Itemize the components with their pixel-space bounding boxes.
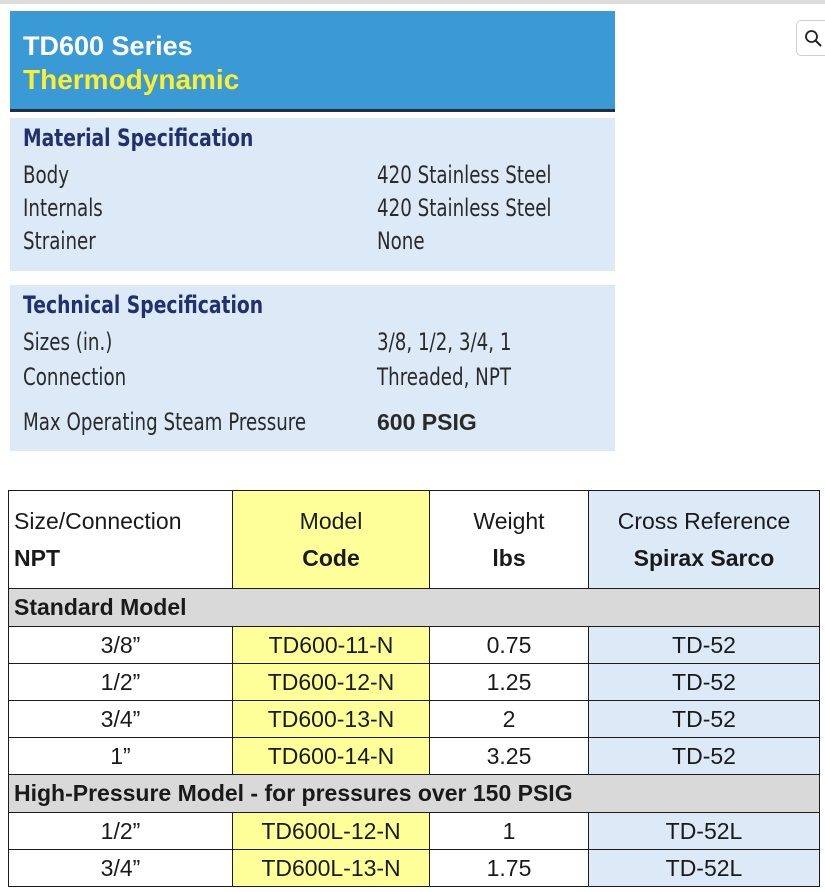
top-divider bbox=[0, 0, 825, 4]
spec-value: 600 PSIG bbox=[377, 409, 477, 435]
table-row bbox=[9, 813, 820, 850]
material-spec-heading: Material Specification bbox=[23, 124, 254, 152]
column-header-line1: Cross Reference bbox=[617, 507, 791, 534]
cell-size: 3/4” bbox=[9, 701, 233, 738]
cell-size: 1/2” bbox=[9, 664, 233, 701]
cell-weight: 0.75 bbox=[430, 627, 589, 664]
cell-model: TD600-13-N bbox=[233, 701, 430, 738]
spec-value: 420 Stainless Steel bbox=[377, 194, 552, 222]
table-header-row bbox=[9, 491, 820, 589]
spec-label: Strainer bbox=[23, 227, 96, 255]
cell-size: 3/4” bbox=[9, 850, 233, 887]
model-table bbox=[8, 490, 820, 887]
cell-model: TD600-11-N bbox=[233, 627, 430, 664]
table-row bbox=[9, 738, 820, 775]
cell-xref: TD-52 bbox=[589, 627, 820, 664]
cell-xref: TD-52 bbox=[589, 701, 820, 738]
cell-xref: TD-52 bbox=[589, 738, 820, 775]
spec-label: Max Operating Steam Pressure bbox=[23, 408, 307, 436]
table-row bbox=[9, 850, 820, 887]
cell-xref: TD-52L bbox=[589, 850, 820, 887]
spec-row-sizes bbox=[10, 326, 615, 359]
cell-size: 1” bbox=[9, 738, 233, 775]
cell-model: TD600L-13-N bbox=[233, 850, 430, 887]
group-title: High-Pressure Model - for pressures over 150 PSIG bbox=[9, 775, 820, 813]
series-title: TD600 Series bbox=[23, 31, 193, 61]
spec-row-strainer bbox=[10, 225, 615, 258]
magnifier-icon bbox=[804, 29, 822, 47]
technical-spec-panel bbox=[10, 285, 615, 451]
cell-weight: 3.25 bbox=[430, 738, 589, 775]
cell-model: TD600-12-N bbox=[233, 664, 430, 701]
series-header bbox=[10, 11, 615, 112]
column-header-line2: Code bbox=[302, 544, 360, 571]
column-header-line2: lbs bbox=[492, 544, 526, 571]
cell-xref: TD-52 bbox=[589, 664, 820, 701]
spec-value: Threaded, NPT bbox=[377, 363, 511, 391]
table-row bbox=[9, 627, 820, 664]
technical-spec-heading: Technical Specification bbox=[23, 291, 264, 319]
spec-row-internals bbox=[10, 192, 615, 225]
column-header-line2: Spirax Sarco bbox=[633, 544, 775, 571]
spec-label: Internals bbox=[23, 194, 103, 222]
cell-weight: 1.75 bbox=[430, 850, 589, 887]
spec-row-pressure bbox=[10, 406, 615, 439]
cell-size: 3/8” bbox=[9, 627, 233, 664]
spec-value: 420 Stainless Steel bbox=[377, 161, 552, 189]
column-header-weight bbox=[430, 491, 589, 589]
column-header-line1: Size/Connection bbox=[14, 507, 182, 534]
series-subtitle: Thermodynamic bbox=[23, 64, 240, 95]
spec-row-body bbox=[10, 159, 615, 192]
cell-model: TD600-14-N bbox=[233, 738, 430, 775]
spec-value: None bbox=[377, 227, 425, 255]
table-row bbox=[9, 701, 820, 738]
spec-label: Sizes (in.) bbox=[23, 328, 113, 356]
group-title: Standard Model bbox=[9, 589, 820, 627]
cell-weight: 1 bbox=[430, 813, 589, 850]
spec-label: Connection bbox=[23, 363, 127, 391]
cell-weight: 1.25 bbox=[430, 664, 589, 701]
cell-xref: TD-52L bbox=[589, 813, 820, 850]
cell-weight: 2 bbox=[430, 701, 589, 738]
group-row-high-pressure bbox=[9, 775, 820, 813]
table-row bbox=[9, 664, 820, 701]
column-header-size bbox=[9, 491, 233, 589]
spec-label: Body bbox=[23, 161, 70, 189]
column-header-line1: Weight bbox=[473, 507, 545, 534]
spec-row-connection bbox=[10, 361, 615, 394]
column-header-xref bbox=[589, 491, 820, 589]
group-row-standard bbox=[9, 589, 820, 627]
zoom-button[interactable] bbox=[796, 20, 825, 56]
material-spec-panel bbox=[10, 118, 615, 271]
column-header-model bbox=[233, 491, 430, 589]
spec-value: 3/8, 1/2, 3/4, 1 bbox=[377, 328, 512, 356]
column-header-line2: NPT bbox=[14, 544, 60, 571]
column-header-line1: Model bbox=[299, 507, 363, 534]
cell-model: TD600L-12-N bbox=[233, 813, 430, 850]
cell-size: 1/2” bbox=[9, 813, 233, 850]
